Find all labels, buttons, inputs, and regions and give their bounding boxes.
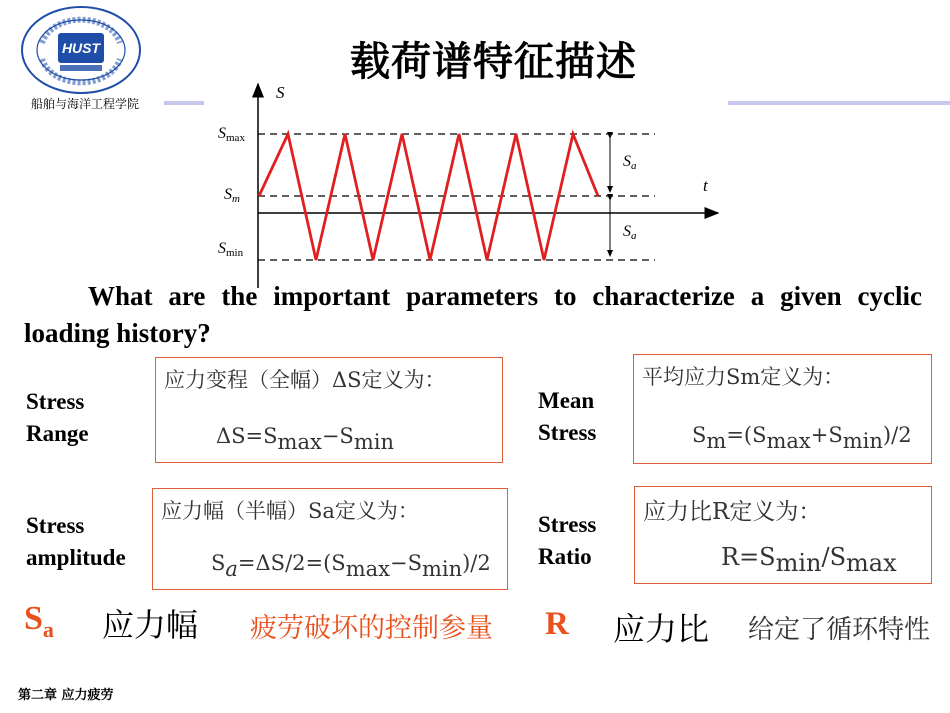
school-name: 船舶与海洋工程学院 — [30, 97, 139, 111]
stress-amplitude-definition: 应力幅（半幅）Sa定义为： — [161, 499, 419, 523]
logo-text: HUST — [61, 40, 101, 56]
stress-amplitude-label-line1: Stress — [26, 513, 85, 538]
sa-symbol: $S_a$ — [24, 600, 54, 642]
mean-stress-box — [633, 354, 932, 464]
r-symbol: R — [545, 606, 569, 642]
stress-amplitude-box — [152, 488, 508, 590]
sa-upper-label: Sa — [623, 153, 637, 172]
sm-label: Sm — [224, 186, 240, 205]
header-rule-left — [164, 101, 204, 105]
stress-range-definition: 应力变程（全幅）ΔS定义为： — [164, 368, 446, 392]
s-axis-label: S — [276, 83, 285, 102]
sa-lower-label: Sa — [623, 223, 637, 242]
stress-range-box — [155, 357, 503, 463]
mean-stress-label-line1: Mean — [538, 388, 595, 413]
header-rule-right — [728, 101, 950, 105]
stress-range-label — [26, 386, 89, 450]
stress-ratio-label — [538, 509, 596, 573]
stress-range-label-line1: Stress — [26, 389, 85, 414]
stress-amplitude-formula: $S_a=\Delta S/2=(S_{max}-S_{min})/2$ — [211, 551, 491, 581]
question-text: What are the important parameters to characterize a given cyclic loading history? — [24, 281, 922, 348]
mean-stress-label-line2: Stress — [538, 420, 597, 445]
sa-name: 应力幅 — [102, 606, 199, 644]
smin-label: Smin — [218, 240, 244, 259]
university-logo — [20, 5, 142, 95]
stress-ratio-definition: 应力比R定义为： — [643, 499, 822, 525]
stress-ratio-box — [634, 486, 932, 584]
stress-amplitude-label-line2: amplitude — [26, 545, 126, 570]
page-title: 载荷谱特征描述 — [350, 39, 637, 85]
stress-amplitude-label — [26, 510, 126, 574]
stress-ratio-label-line2: Ratio — [538, 544, 592, 569]
smax-label: Smax — [218, 125, 245, 144]
chapter-footer: 第二章 应力疲劳 — [18, 688, 114, 703]
stress-ratio-label-line1: Stress — [538, 512, 597, 537]
loading-spectrum-diagram — [200, 78, 740, 288]
stress-waveform — [259, 134, 598, 260]
stress-ratio-formula: $R=S_{min}/S_{max}$ — [721, 543, 897, 577]
mean-stress-label — [538, 385, 596, 449]
r-name: 应力比 — [613, 610, 710, 648]
sa-note: 疲劳破坏的控制参量 — [250, 613, 493, 644]
t-axis-label: t — [703, 176, 708, 195]
mean-stress-definition: 平均应力Sm定义为： — [642, 365, 845, 389]
mean-stress-formula: $S_m=(S_{max}+S_{min})/2$ — [692, 423, 912, 453]
stress-range-formula: $\Delta S=S_{max}-S_{min}$ — [216, 424, 394, 454]
r-note: 给定了循环特性 — [748, 615, 931, 645]
stress-range-label-line2: Range — [26, 421, 89, 446]
